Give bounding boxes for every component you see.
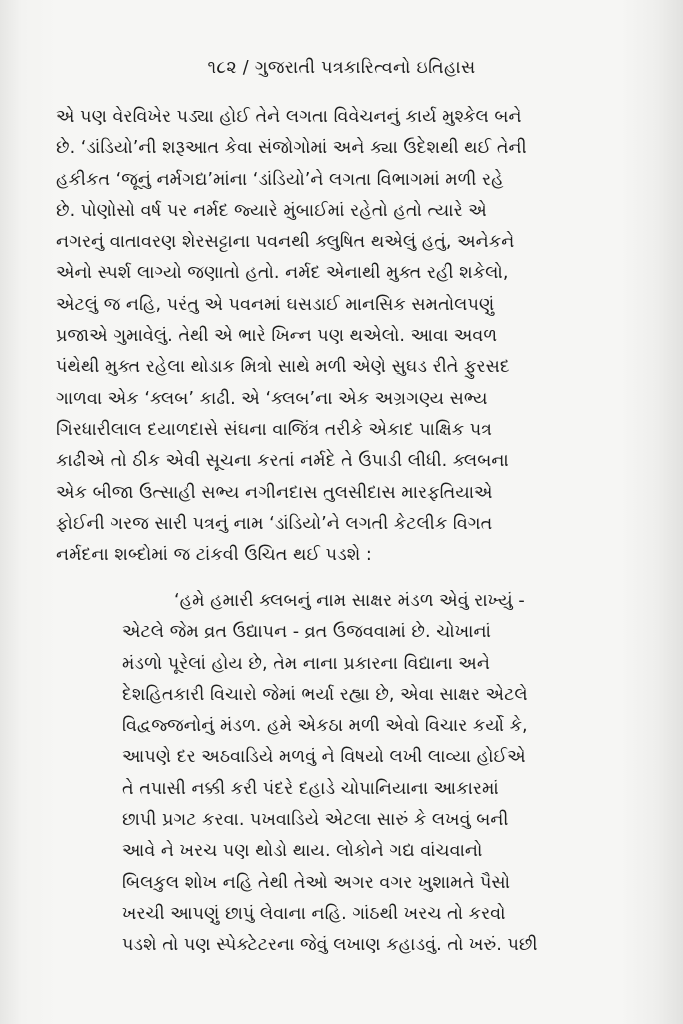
- running-head: ૧૮૨ / ગુજરાતી પત્રકારિત્વનો ઇતિહાસ: [207, 58, 476, 78]
- body-line: એક બીજા ઉત્સાહી સભ્ય નગીનદાસ તુલસીદાસ મારફતિયાએ: [56, 482, 493, 503]
- quote-line: ખરચી આપણું છાપું લેવાના નહિ. ગાંઠથી ખરચ તો કરવો: [122, 903, 506, 924]
- quote-line: ‘હમે હમારી ક્લબનું નામ સાક્ષર મંડળ એવું રાખ્યું -: [174, 591, 525, 611]
- block-quote: [122, 586, 634, 962]
- quote-line: તે તપાસી નક્કી કરી પંદરે દહાડે ચોપાનિયાના આકારમાં: [122, 778, 499, 799]
- quote-line: મંડળો પૂરેલાં હોય છે, તેમ નાના પ્રકારના વિદ્યાના અને: [122, 653, 490, 674]
- body-line: ગાળવા એક ‘ક્લબ’ કાઢી. એ ‘ક્લબ’ના એક અગ્રગણ્ય સભ્ય: [56, 388, 488, 409]
- body-line: નર્મદના શબ્દોમાં જ ટાંકવી ઉચિત થઈ પડશે :: [56, 545, 372, 566]
- body-line: ગિરધારીલાલ દયાળદાસે સંઘના વાજિંત્ર તરીકે એકાદ પાક્ષિક પત્ર: [56, 419, 492, 440]
- quote-line: દેશહિતકારી વિચારો જેમાં ભર્યા રહ્યા છે, એવા સાક્ષર એટલે: [122, 684, 528, 705]
- quote-line: એટલે જેમ વ્રત ઉદ્યાપન - વ્રત ઉજવવામાં છે. ચોખાનાં: [122, 622, 491, 643]
- body-line: ફોઈની ગરજ સારી પત્રનું નામ ‘ડાંડિયો’ને લગતી કેટલીક વિગત: [56, 513, 493, 534]
- body-line: એટલું જ નહિ, પરંતુ એ પવનમાં ઘસડાઈ માનસિક સમતોલપણું: [56, 294, 495, 315]
- quote-line: છાપી પ્રગટ કરવા. પખવાડિયે એટલા સારું કે લખવું બની: [122, 810, 509, 831]
- body-line: નગરનું વાતાવરણ શેરસટ્ટાના પવનથી ક્લુષિત થએલું હતું, અનેકને: [56, 232, 515, 253]
- body-line: છે. ‘ડાંડિયો’ની શરૂઆત કેવા સંજોગોમાં અને ક્યા ઉદેશથી થઈ તેની: [56, 138, 527, 159]
- quote-line: આવે ને ખરચ પણ થોડો થાય. લોકોને ગદ્ય વાંચવાનો: [122, 841, 483, 862]
- quote-line: બિલકુલ શોખ નહિ તેથી તેઓ અગર વગર ખુશામતે પૈસો: [122, 872, 511, 893]
- quote-line: આપણે દર અઠવાડિયે મળવું ને વિષયો લખી લાવ્યા હોઈએ: [122, 747, 526, 768]
- body-line: એ પણ વેરવિખેર પડ્યા હોઈ તેને લગતા વિવેચનનું કાર્ય મુશ્કેલ બને: [56, 107, 522, 127]
- body-line: પ્રજાએ ગુમાવેલું. તેથી એ ભારે ખિન્ન પણ થએલો. આવા અવળ: [56, 326, 498, 347]
- quote-line: પડશે તો પણ સ્પેક્ટેટરના જેવું લખાણ કહાડવું. તો ખરું. પછી: [122, 935, 538, 956]
- body-line: પંથેથી મુક્ત રહેલા થોડાક મિત્રો સાથે મળી એણે સુઘડ રીતે ફુરસદ: [56, 357, 510, 378]
- body-line: હકીકત ‘જૂનું નર્મગદ્ય’માંના ‘ડાંડિયો’ને લગતા વિભાગમાં મળી રહે: [56, 169, 504, 190]
- body-line: છે. પોણોસો વર્ષ પર નર્મદ જ્યારે મુંબાઈમાં રહેતો હતો ત્યારે એ: [56, 200, 487, 221]
- body-line: કાઢીએ તો ઠીક એવી સૂચના કરતાં નર્મદે તે ઉપાડી લીધી. ક્લબના: [56, 451, 509, 472]
- body-paragraph: [56, 102, 634, 571]
- quote-line: વિદ્વજ્જનોનું મંડળ. હમે એકઠા મળી એવો વિચાર કર્યો કે,: [122, 716, 528, 737]
- body-line: એનો સ્પર્શ લાગ્યો જણાતો હતો. નર્મદ એનાથી મુક્ત રહી શકેલો,: [56, 263, 509, 284]
